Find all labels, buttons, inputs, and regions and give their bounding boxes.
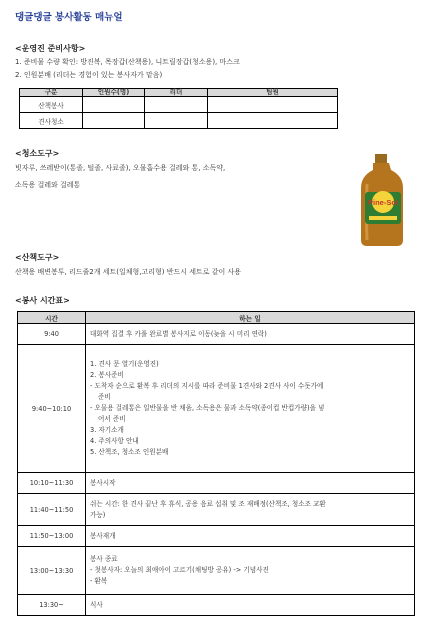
task-line: 봉사 종료 xyxy=(90,555,118,563)
table-row xyxy=(20,97,338,113)
task-line: - 오물용 걸레통은 일반물을 반 채움, 소독용은 물과 소독약(종이컵 반컵가량)을 넣 xyxy=(90,404,325,412)
task-line: 3. 자기소개 xyxy=(90,426,124,434)
table-cell xyxy=(208,97,338,113)
task-line: 봉사재개 xyxy=(90,531,116,540)
table-cell: 산책봉사 xyxy=(20,97,83,113)
table-cell xyxy=(83,113,145,129)
schedule-time: 10:10~11:30 xyxy=(18,473,86,494)
schedule-task xyxy=(86,345,415,473)
schedule-time: 13:00~13:30 xyxy=(18,547,86,595)
schedule-time: 13:30~ xyxy=(18,595,86,616)
pine-sol-bottle-image xyxy=(357,154,409,247)
walk-line: 산책용 배변봉투, 리드줄2개 세트(일체형,고리형) 반드시 세트로 같이 사용 xyxy=(15,268,242,276)
table-row xyxy=(20,113,338,129)
task-line: 4. 주의사항 안내 xyxy=(90,437,139,445)
prep-heading: <운영진 준비사항> xyxy=(15,44,86,53)
table-row xyxy=(18,547,415,595)
table-row xyxy=(18,345,415,473)
schedule-task xyxy=(86,595,415,616)
task-line: 2. 봉사준비 xyxy=(90,371,124,379)
table-cell xyxy=(208,113,338,129)
cleaning-heading: <청소도구> xyxy=(15,149,60,158)
schedule-task xyxy=(86,547,415,595)
table-header-row xyxy=(20,89,338,97)
table-row xyxy=(18,526,415,547)
table-header-cell: 구분 xyxy=(20,89,83,97)
staff-assignment-table xyxy=(19,88,338,129)
schedule-task xyxy=(86,324,415,345)
table-header-cell: 하는 일 xyxy=(86,312,415,324)
walk-heading: <산책도구> xyxy=(15,253,60,262)
bottle-label-text: Pine-Sol xyxy=(367,198,399,207)
table-header-cell: 팀원 xyxy=(208,89,338,97)
schedule-table xyxy=(17,311,415,616)
task-line: 준비 xyxy=(98,393,111,401)
table-header-cell: 인원수(명) xyxy=(83,89,145,97)
task-line: 식사 xyxy=(90,600,103,609)
table-cell xyxy=(83,97,145,113)
task-line: - 첫봉사자: 오늘의 최애아이 고르기(채팅방 공유) -> 기념사진 xyxy=(90,566,269,574)
prep-line-2: 2. 인원분배 (리더는 경험이 있는 봉사자가 맡음) xyxy=(15,71,163,79)
task-line: - 환복 xyxy=(90,577,108,585)
cleaning-line-2: 소독용 걸레와 걸레통 xyxy=(15,181,81,189)
table-cell xyxy=(145,97,208,113)
table-row xyxy=(18,473,415,494)
task-line: 봉사시작 xyxy=(90,478,116,487)
task-line: - 도착자 순으로 환복 후 리더의 지시를 따라 준비물 1견사와 2견사 사이 수돗가에 xyxy=(90,382,324,390)
table-header-cell: 시간 xyxy=(18,312,86,324)
task-line: 대화역 집결 후 카풀 완료별 봉사지로 이동(늦을 시 미리 연락) xyxy=(90,329,267,338)
table-cell: 견사청소 xyxy=(20,113,83,129)
table-header-row xyxy=(18,312,415,324)
task-line: 어서 준비 xyxy=(98,415,126,423)
table-row xyxy=(18,595,415,616)
schedule-time: 9:40~10:10 xyxy=(18,345,86,473)
schedule-task xyxy=(86,473,415,494)
schedule-time: 11:40~11:50 xyxy=(18,494,86,526)
prep-line-1: 1. 준비물 수량 확인: 방진복, 목장갑(산책용), 니트릴장갑(청소용), 마스크 xyxy=(15,58,240,66)
task-line: 5. 산책조, 청소조 인원분배 xyxy=(90,448,169,456)
table-cell xyxy=(145,113,208,129)
table-row xyxy=(18,494,415,526)
schedule-task xyxy=(86,494,415,526)
table-header-cell: 리더 xyxy=(145,89,208,97)
task-line: 쉬는 시간: 한 견사 끝난 후 휴식, 공용 음료 섭취 및 조 재배정(산책조, 청소조 교환 xyxy=(90,499,326,508)
task-line: 가능) xyxy=(90,510,106,519)
table-row xyxy=(18,324,415,345)
schedule-time: 11:50~13:00 xyxy=(18,526,86,547)
cleaning-line-1: 빗자루, 쓰레받이(통졸, 털졸, 사료졸), 오물흡수용 걸레와 통, 소독약, xyxy=(15,164,226,172)
schedule-heading: <봉사 시간표> xyxy=(15,296,70,305)
document-title: 댕글댕글 봉사활동 매뉴얼 xyxy=(15,12,123,23)
task-line: 1. 견사 문 열기(운영진) xyxy=(90,360,159,368)
schedule-time: 9:40 xyxy=(18,324,86,345)
schedule-task xyxy=(86,526,415,547)
